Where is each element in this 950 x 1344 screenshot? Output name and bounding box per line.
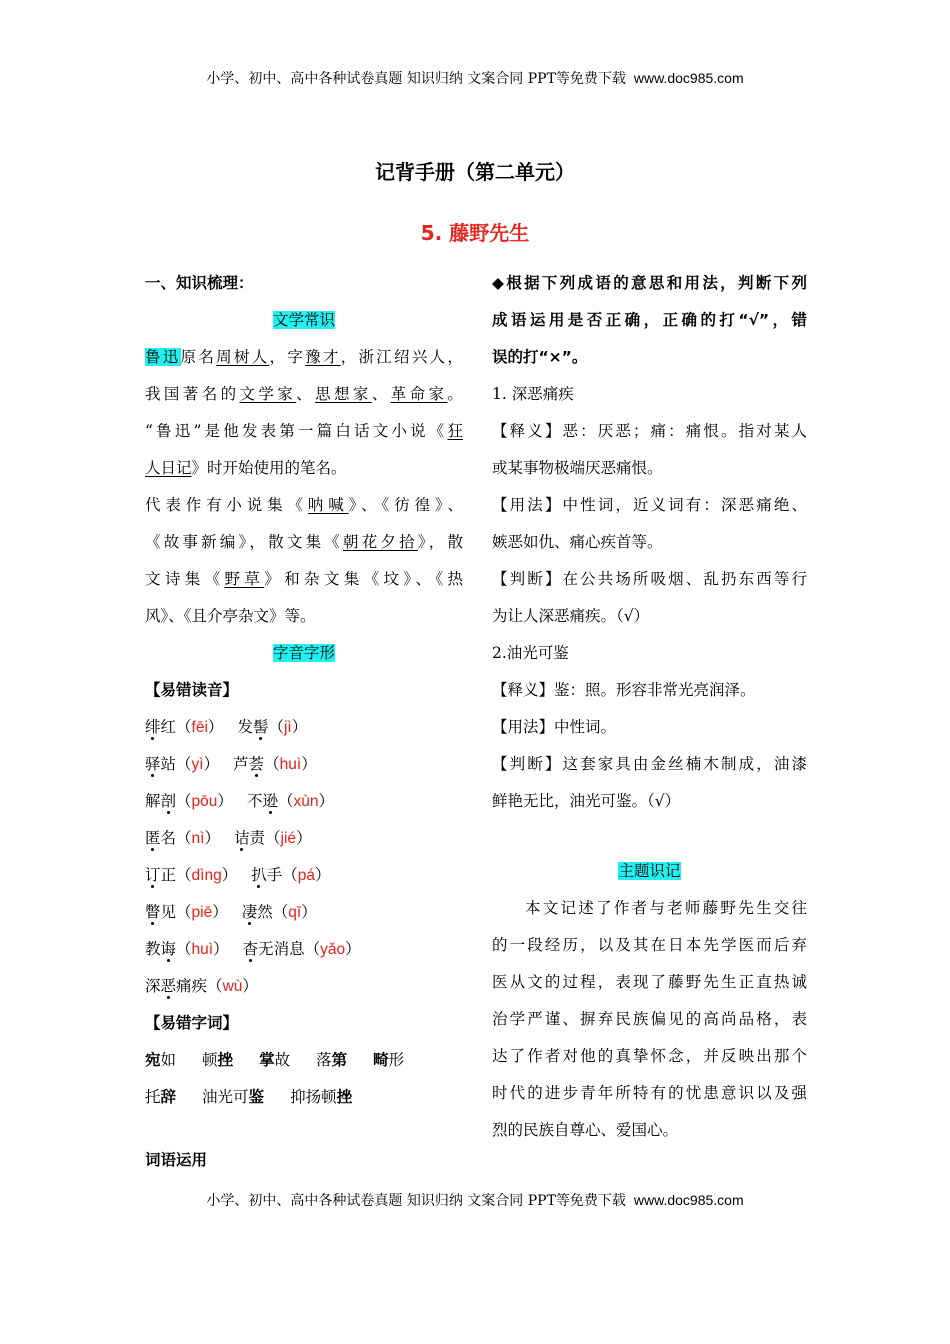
question-line-2: 成语运用是否正确，正确的打“√”，错 (492, 311, 807, 329)
question-line-1: ◆根据下列成语的意思和用法，判断下列 (492, 274, 807, 292)
page-footer (0, 1190, 950, 1210)
page-header (0, 68, 950, 88)
theme-heading-row (492, 853, 807, 890)
emphasized-char: 掌 (259, 1051, 275, 1069)
dotted-char: 订 (145, 866, 161, 884)
dotted-char: 驿 (145, 755, 161, 773)
pronunciation-item: 解剖（pōu） (145, 792, 233, 810)
emphasized-char: 鉴 (248, 1088, 265, 1106)
word-row-2 (145, 1079, 463, 1116)
lesson-title: 5. 藤野先生 (420, 221, 530, 245)
word-item: 油光可鉴 (202, 1088, 265, 1106)
emphasized-char: 畸 (373, 1051, 389, 1069)
emphasized-char: 第 (331, 1051, 348, 1069)
pronunciation-item: 发髻（jì） (237, 718, 308, 736)
pinyin: pōu (191, 793, 218, 810)
dotted-char: 诲 (160, 940, 177, 958)
idiom-1-title: 1. 深恶痛疾 (492, 385, 574, 403)
lit-line-6: 《故事新编》，散文集《朝花夕拾》，散 (145, 533, 463, 551)
idiom-1-judge: 【判断】在公共场所吸烟、乱扔东西等行 (492, 570, 807, 588)
pronunciation-row (145, 968, 463, 1005)
pinyin: fēi (191, 719, 208, 736)
theme-line-2: 的一段经历，以及其在日本先学医而后弃 (492, 936, 807, 954)
pinyin: qī (288, 904, 302, 921)
right-column (492, 265, 807, 1149)
lit-line-4: 人日记》时开始使用的笔名。 (145, 459, 347, 477)
dotted-char: 剖 (160, 792, 177, 810)
pronunciation-item: 教诲（huì） (145, 940, 229, 958)
word-item: 落第 (316, 1051, 348, 1069)
lit-heading-row (145, 302, 463, 339)
usage-heading: 词语运用 (145, 1151, 208, 1169)
pronunciation-item: 瞥见（piē） (145, 903, 228, 921)
emphasized-char: 挫 (336, 1088, 353, 1106)
header-url[interactable]: www.doc985.com (633, 70, 744, 86)
lit-line-5: 代表作有小说集《呐喊》、《彷徨》、 (145, 496, 463, 514)
word-item: 掌故 (259, 1051, 291, 1069)
left-column (145, 265, 463, 1179)
pinyin: dìng (191, 867, 222, 884)
pronunciation-item: 匿名（nì） (145, 829, 220, 847)
lit-heading: 文学常识 (272, 311, 335, 329)
section-heading: 一、知识梳理： (145, 274, 254, 292)
easy-read-heading: 【易错读音】 (145, 681, 239, 699)
pronunciation-item: 诘责（jié） (234, 829, 312, 847)
dotted-char: 匿 (145, 829, 161, 847)
pinyin: jì (283, 719, 292, 736)
idiom-2-judge-cont: 鲜艳无比，油光可鉴。（√） (492, 792, 681, 810)
pinyin: huì (191, 941, 214, 958)
dotted-char: 扒 (251, 866, 267, 884)
pronunciation-item: 杳无消息（yǎo） (242, 940, 361, 958)
pinyin: piē (191, 904, 213, 921)
idiom-2-title: 2.油光可鉴 (492, 644, 569, 662)
pron-heading-row (145, 635, 463, 672)
pronunciation-item: 驿站（yì） (145, 755, 220, 773)
theme-heading: 主题识记 (618, 862, 681, 880)
pinyin: pá (297, 867, 316, 884)
pinyin: jié (280, 830, 297, 847)
lit-line-1: 鲁迅原名周树人，字豫才，浙江绍兴人， (145, 348, 463, 366)
emphasized-char: 宛 (145, 1051, 161, 1069)
question-line-3: 误的打“×”。 (492, 348, 588, 366)
idiom-1-judge-cont: 为让人深恶痛疾。（√） (492, 607, 650, 625)
footer-text: 小学、初中、高中各种试卷真题 知识归纳 文案合同 PPT等免费下载 (206, 1193, 626, 1209)
footer-url[interactable]: www.doc985.com (633, 1192, 744, 1208)
pronunciation-item: 深恶痛疾（wù） (145, 977, 258, 995)
theme-line-5: 达了作者对他的真挚怀念，并反映出那个 (492, 1047, 807, 1065)
pronunciation-row (145, 709, 463, 746)
pronunciation-row (145, 746, 463, 783)
pinyin: wù (222, 978, 243, 995)
emphasized-char: 挫 (217, 1051, 234, 1069)
dotted-char: 绯 (145, 718, 161, 736)
pron-heading: 字音字形 (272, 644, 335, 662)
theme-line-4: 治学严谨、摒弃民族偏见的高尚品格，表 (492, 1010, 807, 1028)
dotted-char: 髻 (252, 718, 269, 736)
theme-line-3: 医从文的过程，表现了藤野先生正直热诚 (492, 973, 807, 991)
pronunciation-row (145, 894, 463, 931)
pinyin: yì (191, 756, 204, 773)
pronunciation-list (145, 709, 463, 1005)
pronunciation-item: 芦荟（huì） (233, 755, 317, 773)
easy-words-heading: 【易错字词】 (145, 1014, 239, 1032)
pronunciation-item: 扒手（pá） (251, 866, 331, 884)
dotted-char: 凄 (241, 903, 258, 921)
dotted-char: 瞥 (145, 903, 161, 921)
pronunciation-item: 订正（dìng） (145, 866, 238, 884)
idiom-1-usage: 【用法】中性词，近义词有：深恶痛绝、 (492, 496, 807, 514)
word-item: 宛如 (145, 1051, 177, 1069)
page-title: 记背手册（第二单元） (375, 160, 575, 184)
lit-line-3: “鲁迅”是他发表第一篇白话文小说《狂 (145, 422, 463, 440)
theme-line-1: 本文记述了作者与老师藤野先生交往 (525, 899, 807, 917)
pronunciation-row (145, 820, 463, 857)
dotted-char: 诘 (234, 829, 250, 847)
dotted-char: 杳 (242, 940, 259, 958)
pinyin: xùn (293, 793, 319, 810)
theme-line-7: 烈的民族自尊心、爱国心。 (492, 1121, 679, 1139)
word-item: 托辞 (145, 1088, 177, 1106)
header-text: 小学、初中、高中各种试卷真题 知识归纳 文案合同 PPT等免费下载 (206, 71, 626, 87)
author-name: 鲁迅 (145, 348, 181, 366)
idiom-1-usage-cont: 嫉恶如仇、痛心疾首等。 (492, 533, 663, 551)
pinyin: huì (279, 756, 302, 773)
word-item: 顿挫 (202, 1051, 234, 1069)
pronunciation-item: 凄然（qī） (241, 903, 317, 921)
idiom-1-meaning: 【释义】恶：厌恶；痛：痛恨。指对某人 (492, 422, 807, 440)
idiom-1-meaning-cont: 或某事物极端厌恶痛恨。 (492, 459, 663, 477)
pronunciation-item: 绯红（fēi） (145, 718, 224, 736)
lit-line-7: 文诗集《野草》和杂文集《坟》、《热 (145, 570, 463, 588)
dotted-char: 逊 (262, 792, 278, 810)
word-item: 畸形 (373, 1051, 405, 1069)
emphasized-char: 辞 (160, 1088, 177, 1106)
dotted-char: 荟 (248, 755, 265, 773)
pinyin: nì (191, 830, 205, 847)
lit-line-2: 我国著名的文学家、思想家、革命家。 (145, 385, 463, 403)
dotted-char: 恶 (160, 977, 177, 995)
idiom-2-usage: 【用法】中性词。 (492, 718, 617, 736)
word-item: 抑扬顿挫 (290, 1088, 353, 1106)
idiom-2-judge: 【判断】这套家具由金丝楠木制成，油漆 (492, 755, 807, 773)
pinyin: yǎo (320, 941, 346, 958)
idiom-2-meaning: 【释义】鉴：照。形容非常光亮润泽。 (492, 681, 756, 699)
pronunciation-row (145, 783, 463, 820)
theme-line-6: 时代的进步青年所特有的忧患意识以及强 (492, 1084, 807, 1102)
pronunciation-item: 不逊（xùn） (246, 792, 334, 810)
pronunciation-row (145, 857, 463, 894)
lit-line-8: 风》、《且介亭杂文》等。 (145, 607, 316, 625)
pronunciation-row (145, 931, 463, 968)
word-row-1 (145, 1042, 463, 1079)
